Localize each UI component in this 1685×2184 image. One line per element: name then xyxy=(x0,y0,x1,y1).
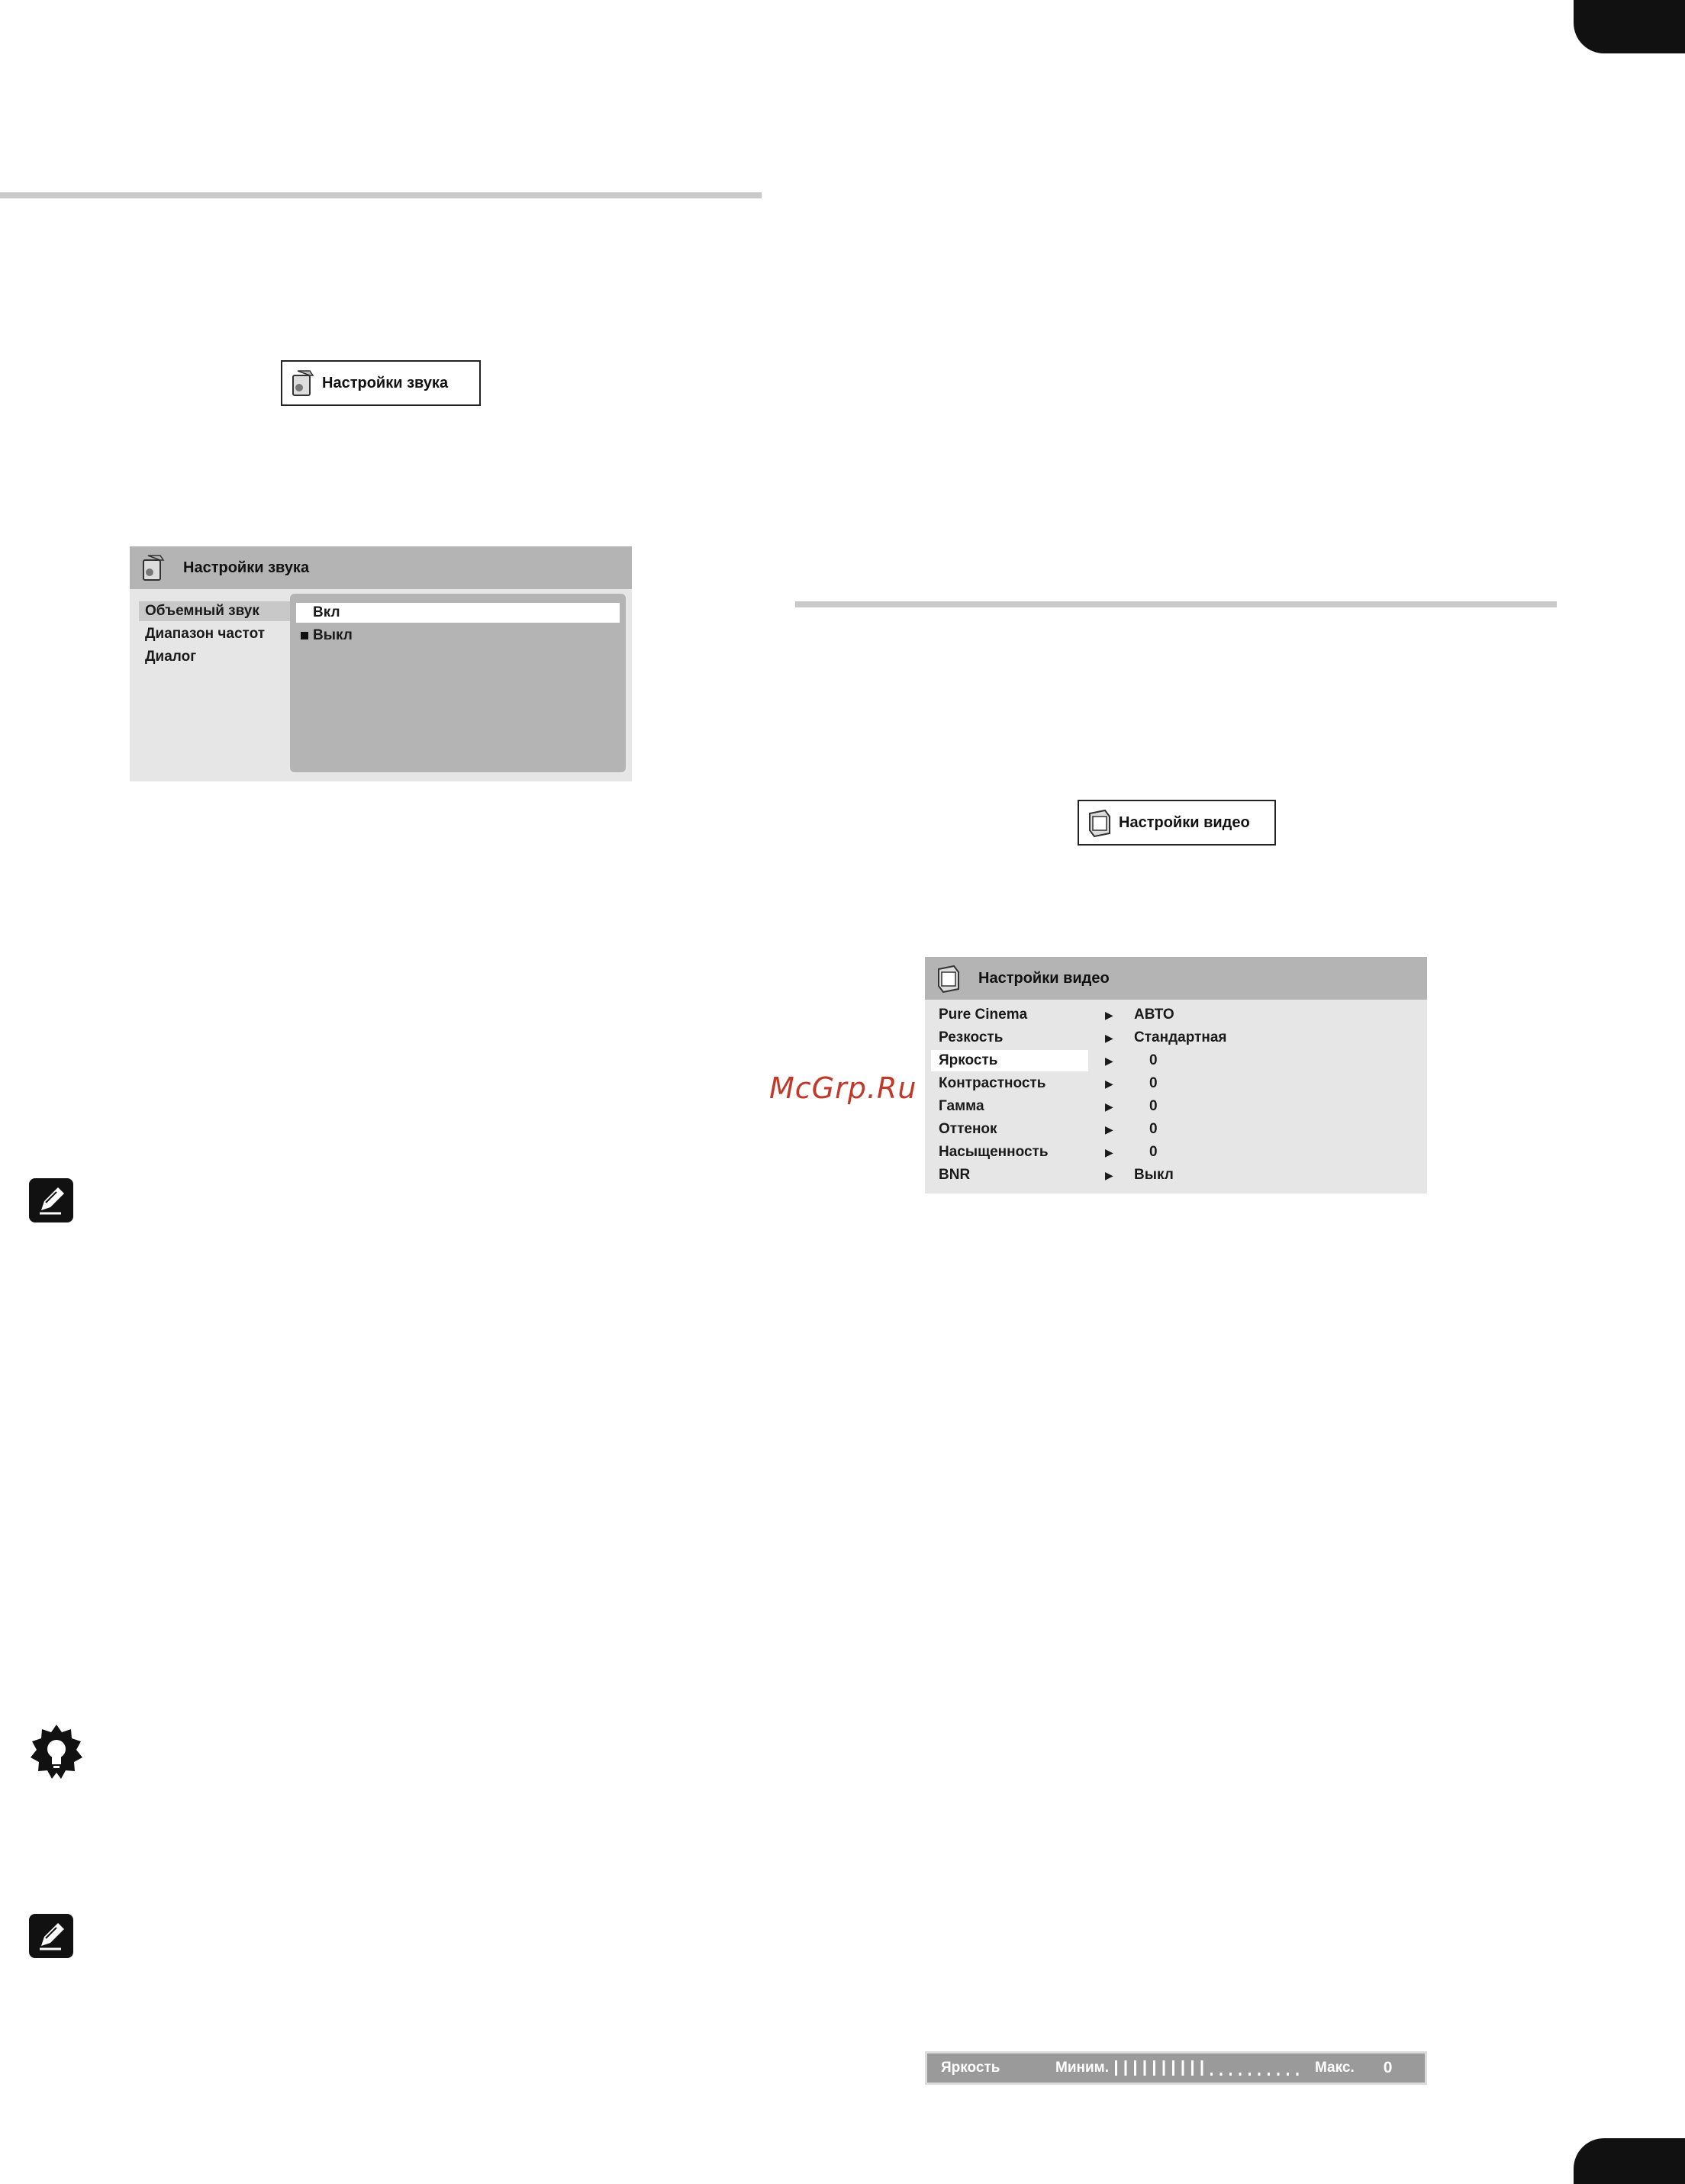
section-divider-left xyxy=(0,192,762,198)
speaker-icon xyxy=(290,368,316,398)
arrow-right-icon: ▶ xyxy=(1105,1032,1113,1044)
level-tick-filled xyxy=(1163,2060,1165,2076)
video-row-label: Pure Cinema xyxy=(939,1007,1028,1023)
video-row-bnr[interactable] xyxy=(931,1164,1419,1186)
level-tick-filled xyxy=(1182,2060,1184,2076)
monitor-icon xyxy=(1087,807,1113,838)
watermark: McGrp.Ru xyxy=(769,1071,917,1105)
level-tick-empty xyxy=(1248,2073,1251,2076)
video-row-label: Оттенок xyxy=(939,1121,997,1137)
video-row-hue[interactable] xyxy=(931,1119,1419,1140)
menu-item-surround[interactable]: Объемный звук xyxy=(139,601,295,621)
video-row-value: АВТО xyxy=(1134,1007,1174,1023)
video-row-value: 0 xyxy=(1149,1075,1158,1091)
video-settings-button-label: Настройки видео xyxy=(1119,813,1250,831)
option-off[interactable] xyxy=(296,626,620,646)
level-tick-empty xyxy=(1297,2073,1299,2076)
menu-item-frequency-range[interactable]: Диапазон частот xyxy=(145,626,266,642)
brightness-bar-label: Яркость xyxy=(941,2060,1000,2076)
video-row-label: Контрастность xyxy=(939,1075,1046,1091)
audio-screen-title: Настройки звука xyxy=(183,559,310,576)
option-off-label: Выкл xyxy=(313,627,353,643)
level-tick-filled xyxy=(1191,2060,1194,2076)
level-tick-filled xyxy=(1134,2060,1136,2076)
arrow-right-icon: ▶ xyxy=(1105,1055,1113,1067)
level-tick-empty xyxy=(1239,2073,1242,2076)
video-row-value: 0 xyxy=(1149,1121,1158,1137)
option-on[interactable]: Вкл xyxy=(296,603,620,623)
level-tick-empty xyxy=(1229,2073,1232,2076)
video-screen-title: Настройки видео xyxy=(978,969,1110,987)
video-row-label: Яркость xyxy=(931,1050,1088,1071)
video-row-label: Насыщенность xyxy=(939,1144,1049,1160)
monitor-icon xyxy=(936,963,962,994)
arrow-right-icon: ▶ xyxy=(1105,1123,1113,1135)
video-row-brightness[interactable] xyxy=(931,1050,1419,1071)
audio-options-panel xyxy=(290,594,626,772)
audio-screen-header xyxy=(130,546,632,589)
video-settings-button[interactable] xyxy=(1078,800,1276,846)
video-row-label: Гамма xyxy=(939,1098,984,1114)
video-row-label: BNR xyxy=(939,1167,971,1183)
level-tick-filled xyxy=(1201,2060,1203,2076)
video-settings-screen xyxy=(925,957,1427,1193)
video-row-sharpness[interactable] xyxy=(931,1027,1419,1049)
video-row-value: Выкл xyxy=(1134,1167,1174,1183)
note-pencil-icon xyxy=(29,1914,73,1958)
level-tick-filled xyxy=(1115,2060,1117,2076)
tip-lightbulb-icon xyxy=(27,1723,85,1781)
level-tick-empty xyxy=(1287,2073,1289,2076)
video-row-saturation[interactable] xyxy=(931,1142,1419,1163)
note-pencil-icon xyxy=(29,1178,73,1222)
level-tick-empty xyxy=(1258,2073,1261,2076)
level-tick-empty xyxy=(1210,2073,1213,2076)
video-row-pure-cinema[interactable] xyxy=(931,1004,1419,1026)
level-tick-empty xyxy=(1220,2073,1223,2076)
video-row-label: Резкость xyxy=(939,1029,1004,1045)
selected-bullet-icon xyxy=(301,632,308,639)
brightness-max-label: Макс. xyxy=(1315,2060,1355,2076)
audio-settings-button-label: Настройки звука xyxy=(322,374,449,391)
arrow-right-icon: ▶ xyxy=(1105,1100,1113,1113)
page-tab-bottom xyxy=(1574,2138,1685,2184)
speaker-icon xyxy=(140,552,166,583)
audio-settings-button[interactable] xyxy=(281,360,481,406)
arrow-right-icon: ▶ xyxy=(1105,1146,1113,1158)
level-tick-filled xyxy=(1144,2060,1146,2076)
section-divider-right xyxy=(795,601,1557,607)
level-tick-empty xyxy=(1277,2073,1280,2076)
audio-settings-screen xyxy=(130,546,632,781)
page-tab-top xyxy=(1574,0,1685,53)
arrow-right-icon: ▶ xyxy=(1105,1009,1113,1021)
arrow-right-icon: ▶ xyxy=(1105,1169,1113,1181)
menu-item-dialog[interactable]: Диалог xyxy=(145,649,197,665)
level-tick-filled xyxy=(1172,2060,1174,2076)
brightness-min-label: Миним. xyxy=(1055,2060,1109,2076)
level-tick-filled xyxy=(1125,2060,1127,2076)
arrow-right-icon: ▶ xyxy=(1105,1078,1113,1090)
brightness-adjust-bar[interactable] xyxy=(925,2051,1427,2085)
brightness-value: 0 xyxy=(1383,2059,1393,2076)
video-row-value: 0 xyxy=(1149,1052,1158,1068)
video-row-gamma[interactable] xyxy=(931,1096,1419,1117)
video-row-value: 0 xyxy=(1149,1144,1158,1160)
level-tick-filled xyxy=(1153,2060,1155,2076)
video-row-value: Стандартная xyxy=(1134,1029,1227,1045)
level-tick-empty xyxy=(1268,2073,1270,2076)
brightness-level-ticks xyxy=(1113,2059,1304,2077)
video-row-value: 0 xyxy=(1149,1098,1158,1114)
video-row-contrast[interactable] xyxy=(931,1073,1419,1094)
video-screen-header xyxy=(925,957,1427,1000)
